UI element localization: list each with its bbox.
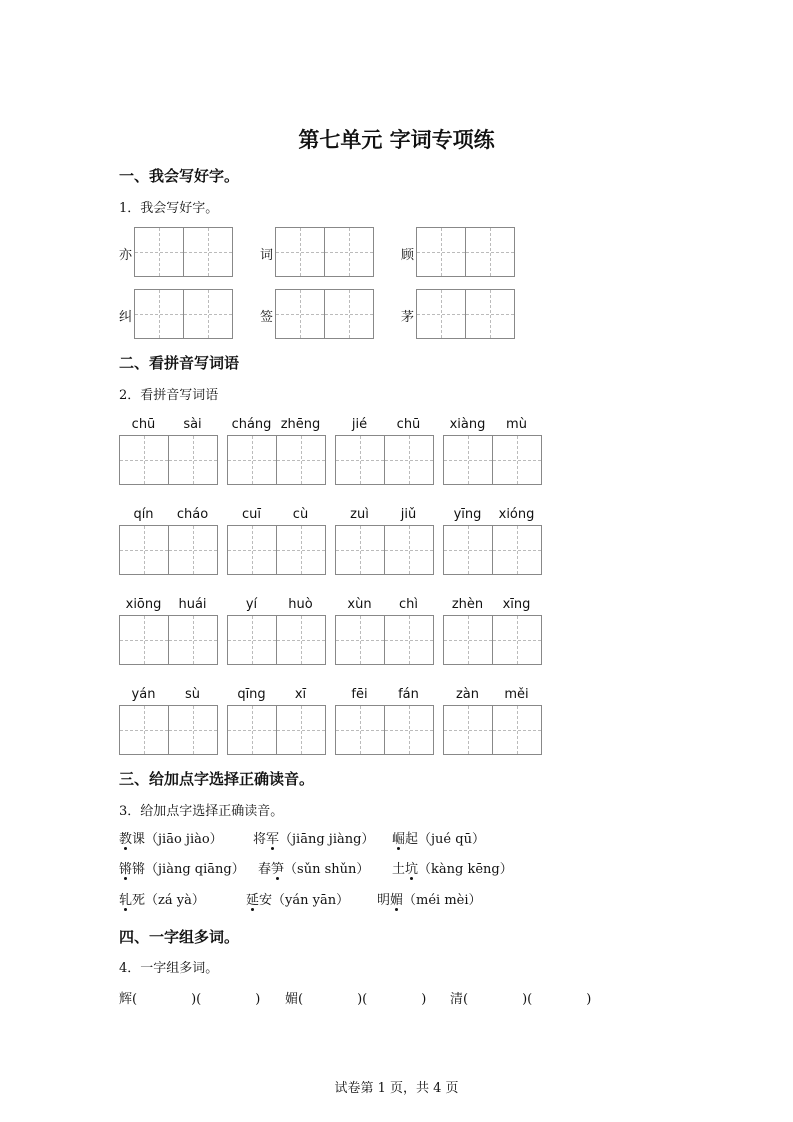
reading-item [377, 889, 482, 908]
write-grid[interactable] [275, 227, 374, 277]
dotted-char: 崛 [392, 828, 405, 847]
grid-cell[interactable] [276, 290, 325, 338]
pinyin-grid[interactable] [335, 615, 434, 665]
pinyin-label: chū [396, 417, 421, 432]
grid-cell[interactable] [135, 228, 184, 276]
word-char: 清 [450, 992, 464, 1007]
dotted-char: 媚 [390, 889, 403, 908]
pinyin-label: cháng [231, 417, 272, 432]
pinyin-label: huò [288, 597, 313, 612]
paren-close: ) [586, 992, 592, 1007]
grid-cell[interactable] [466, 290, 514, 338]
reading-item [258, 858, 369, 877]
pinyin-grid[interactable] [335, 435, 434, 485]
pinyin-grid[interactable] [119, 705, 218, 755]
pinyin-label: cù [292, 507, 309, 522]
reading-item [246, 889, 349, 908]
reading-item [119, 889, 205, 908]
pinyin-label: zuì [350, 507, 369, 522]
word-group [285, 988, 426, 1007]
pinyin-label: chū [131, 417, 156, 432]
grid-cell[interactable] [228, 436, 277, 484]
grid-cell[interactable] [184, 228, 232, 276]
pinyin-label: xī [294, 687, 307, 702]
page-footer: 试卷第 1 页，共 4 页 [334, 1081, 459, 1096]
grid-cell[interactable] [169, 616, 217, 664]
paren-open: ( [463, 992, 469, 1007]
reading-options: （kàng kēng） [418, 862, 513, 877]
reading-pre: 春 [258, 862, 272, 877]
reading-item [392, 858, 513, 877]
pinyin-grid[interactable] [443, 525, 542, 575]
grid-cell[interactable] [169, 706, 217, 754]
dotted-char: 坑 [405, 858, 418, 877]
pinyin-label: sài [183, 417, 202, 432]
grid-cell[interactable] [277, 616, 325, 664]
grid-cell[interactable] [493, 526, 541, 574]
grid-cell[interactable] [184, 290, 232, 338]
grid-cell[interactable] [444, 526, 493, 574]
write-grid[interactable] [416, 289, 515, 339]
grid-cell[interactable] [135, 290, 184, 338]
write-grid[interactable] [275, 289, 374, 339]
grid-cell[interactable] [493, 616, 541, 664]
reading-options: （sǔn shǔn） [284, 862, 370, 877]
pinyin-grid[interactable] [119, 435, 218, 485]
reading-options: 锵（jiàng qiāng） [132, 862, 245, 877]
pinyin-label: yīng [453, 507, 482, 522]
pinyin-label: xióng [498, 507, 535, 522]
grid-cell[interactable] [385, 706, 433, 754]
page-title: 第七单元 字词专项练 [298, 127, 495, 152]
pinyin-grid[interactable] [443, 435, 542, 485]
pinyin-label: qīng [237, 687, 266, 702]
grid-cell[interactable] [325, 228, 373, 276]
pinyin-label: xiàng [449, 417, 486, 432]
reading-options: （méi mèi） [403, 893, 482, 908]
pinyin-label: xùn [347, 597, 372, 612]
section-heading-4: 四、一字组多词。 [119, 928, 240, 946]
grid-cell[interactable] [276, 228, 325, 276]
pinyin-label: mù [506, 417, 527, 432]
pinyin-grid[interactable] [119, 615, 218, 665]
word-group [119, 988, 260, 1007]
reading-pre: 将 [253, 832, 267, 847]
grid-cell[interactable] [325, 290, 373, 338]
write-grid[interactable] [134, 289, 233, 339]
pinyin-grid[interactable] [335, 525, 434, 575]
word-group [450, 988, 591, 1007]
reading-item [119, 858, 245, 877]
grid-cell[interactable] [417, 290, 466, 338]
grid-cell[interactable] [444, 706, 493, 754]
grid-cell[interactable] [120, 526, 169, 574]
dotted-char: 延 [246, 889, 259, 908]
pinyin-grid[interactable] [227, 615, 326, 665]
pinyin-label: yí [245, 597, 258, 612]
question-2: 2．看拼音写词语 [119, 388, 219, 403]
write-grid[interactable] [416, 227, 515, 277]
grid-cell[interactable] [385, 526, 433, 574]
word-char: 媚 [285, 992, 299, 1007]
dotted-char: 锵 [119, 858, 132, 877]
grid-cell[interactable] [169, 526, 217, 574]
question-1: 1．我会写好字。 [119, 201, 219, 216]
pinyin-label: jié [351, 417, 368, 432]
dotted-char: 教 [119, 828, 132, 847]
grid-cell[interactable] [228, 616, 277, 664]
grid-cell[interactable] [169, 436, 217, 484]
dotted-char: 笋 [271, 858, 284, 877]
reading-item [119, 828, 223, 847]
reading-options: 安（yán yān） [259, 893, 350, 908]
paren-mid: )( [357, 992, 368, 1007]
pinyin-grid[interactable] [119, 525, 218, 575]
write-grid[interactable] [134, 227, 233, 277]
reading-pre: 土 [392, 862, 406, 877]
pinyin-label: xīng [502, 597, 531, 612]
dotted-char: 轧 [119, 889, 132, 908]
grid-cell[interactable] [336, 526, 385, 574]
grid-cell[interactable] [385, 616, 433, 664]
pinyin-label: xiōng [125, 597, 162, 612]
write-char-label: 茅 [401, 310, 415, 325]
grid-cell[interactable] [228, 526, 277, 574]
pinyin-label: cuī [242, 507, 261, 522]
pinyin-grid[interactable] [443, 705, 542, 755]
pinyin-label: huái [178, 597, 207, 612]
grid-cell[interactable] [336, 706, 385, 754]
reading-options: 课（jiāo jiào） [132, 832, 223, 847]
section-heading-1: 一、我会写好字。 [119, 167, 240, 185]
reading-pre: 明 [377, 893, 391, 908]
section-heading-3: 三、给加点字选择正确读音。 [119, 770, 315, 788]
paren-mid: )( [522, 992, 533, 1007]
grid-cell[interactable] [120, 706, 169, 754]
pinyin-label: zàn [455, 687, 480, 702]
pinyin-label: jiǔ [400, 507, 417, 522]
paren-open: ( [298, 992, 304, 1007]
reading-item [392, 828, 485, 847]
reading-item [253, 828, 374, 847]
pinyin-label: cháo [176, 507, 209, 522]
grid-cell[interactable] [444, 616, 493, 664]
grid-cell[interactable] [385, 436, 433, 484]
write-char-label: 亦 [119, 248, 133, 263]
grid-cell[interactable] [336, 436, 385, 484]
pinyin-label: sù [184, 687, 200, 702]
write-char-label: 签 [260, 310, 274, 325]
grid-cell[interactable] [493, 706, 541, 754]
paren-open: ( [132, 992, 138, 1007]
pinyin-label: yán [131, 687, 156, 702]
grid-cell[interactable] [277, 436, 325, 484]
paren-close: ) [255, 992, 261, 1007]
grid-cell[interactable] [336, 616, 385, 664]
paren-mid: )( [191, 992, 202, 1007]
question-3: 3．给加点字选择正确读音。 [119, 804, 284, 819]
grid-cell[interactable] [444, 436, 493, 484]
pinyin-label: fēi [351, 687, 368, 702]
grid-cell[interactable] [417, 228, 466, 276]
pinyin-label: qín [133, 507, 154, 522]
grid-cell[interactable] [277, 706, 325, 754]
paren-close: ) [421, 992, 427, 1007]
section-heading-2: 二、看拼音写词语 [119, 354, 240, 372]
write-char-label: 顾 [401, 248, 415, 263]
pinyin-label: chì [399, 597, 418, 612]
pinyin-grid[interactable] [227, 525, 326, 575]
reading-options: （jiāng jiàng） [279, 832, 375, 847]
reading-options: 起（jué qū） [405, 832, 485, 847]
question-4: 4．一字组多词。 [119, 961, 219, 976]
pinyin-grid[interactable] [227, 435, 326, 485]
pinyin-label: fán [398, 687, 419, 702]
pinyin-grid[interactable] [227, 705, 326, 755]
pinyin-label: zhēng [280, 417, 321, 432]
grid-cell[interactable] [228, 706, 277, 754]
grid-cell[interactable] [120, 616, 169, 664]
pinyin-label: měi [504, 687, 529, 702]
pinyin-grid[interactable] [443, 615, 542, 665]
grid-cell[interactable] [120, 436, 169, 484]
grid-cell[interactable] [277, 526, 325, 574]
dotted-char: 军 [266, 828, 279, 847]
write-char-label: 纠 [119, 310, 133, 325]
grid-cell[interactable] [466, 228, 514, 276]
pinyin-label: zhèn [451, 597, 484, 612]
grid-cell[interactable] [493, 436, 541, 484]
reading-options: 死（zá yà） [132, 893, 205, 908]
pinyin-grid[interactable] [335, 705, 434, 755]
word-char: 辉 [119, 992, 133, 1007]
write-char-label: 词 [260, 248, 274, 263]
